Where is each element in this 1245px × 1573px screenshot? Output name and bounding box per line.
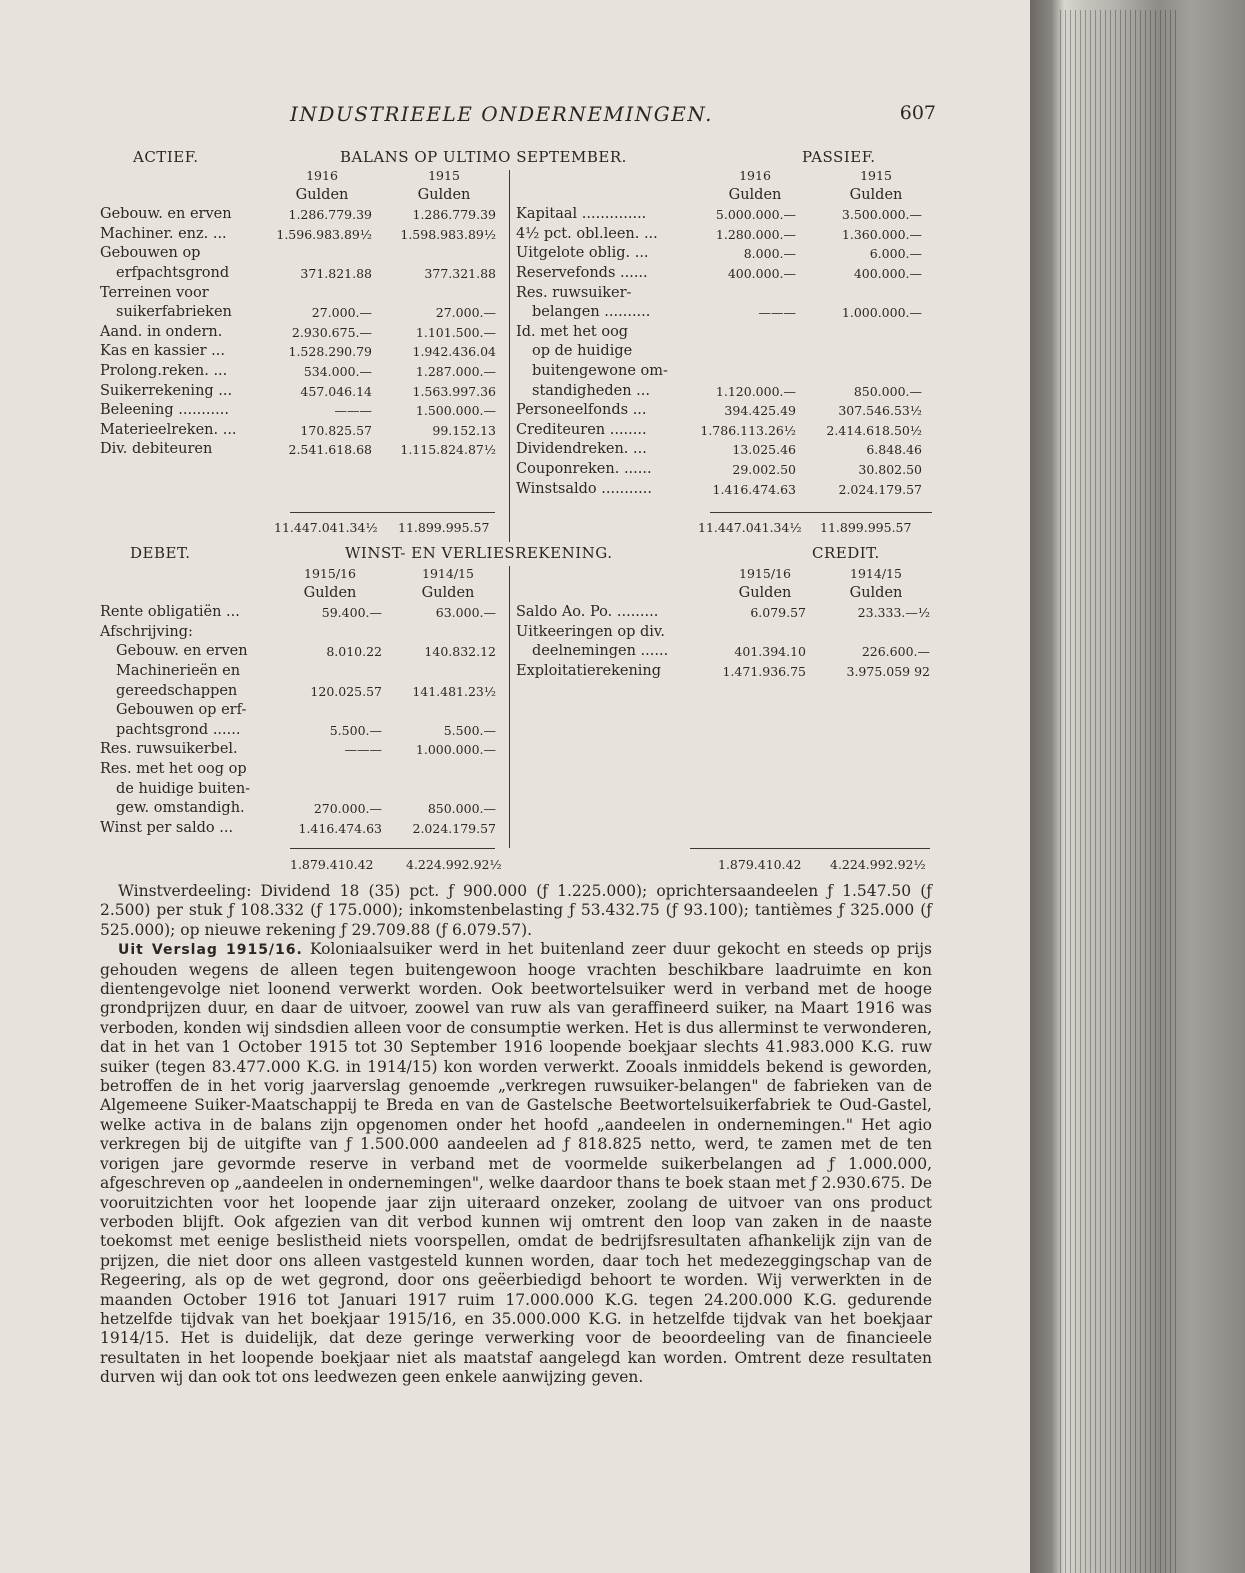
- page-edges: [1060, 10, 1180, 1573]
- balance-left-row-label: Beleening ...........: [100, 402, 229, 419]
- balance-right-row-value-a: 8.000.—: [743, 246, 796, 262]
- pl-left-row-label: gew. omstandigh.: [116, 800, 245, 817]
- pl-left-row-value-b: 140.832.12: [424, 644, 496, 660]
- pl-unit-a-left: Gulden: [303, 584, 357, 601]
- balance-left-row-value-a: 534.000.—: [303, 364, 372, 379]
- balance-total-right-a: 11.447.041.34½: [698, 520, 802, 535]
- balance-right-row-label: Couponreken. ......: [516, 461, 652, 477]
- balance-left-row-label: Gebouwen op: [100, 245, 201, 262]
- pl-left-row-label: gereedschappen: [116, 682, 238, 699]
- balance-left-row-value-b: 1.287.000.—: [415, 364, 496, 379]
- balance-left-row-label: Kas en kassier ...: [100, 343, 225, 360]
- body-text: [100, 882, 932, 1388]
- balance-total-right-b: 11.899.995.57: [820, 520, 912, 535]
- balance-right-row-value-a: 400.000.—: [727, 266, 796, 281]
- balance-left-row-value-a: 1.286.779.39: [288, 207, 372, 223]
- balance-right-row-value-a: 1.416.474.63: [712, 481, 796, 497]
- balance-right-row-value-a: 1.280.000.—: [715, 226, 796, 242]
- balance-right-row-label: belangen ..........: [532, 304, 651, 321]
- balance-left-row-label: Gebouw. en erven: [100, 206, 232, 223]
- pl-left-row-label: Rente obligatiën ...: [100, 604, 240, 621]
- balance-right-row-value-a: ———: [758, 305, 796, 321]
- pl-right-row-label: deelnemingen ......: [532, 643, 669, 660]
- pl-right-row-value-b: 23.333.—½: [857, 605, 930, 621]
- balance-unit-a-left: Gulden: [295, 186, 349, 203]
- balance-right-row-value-b: 307.546.53½: [838, 403, 922, 419]
- winstverdeeling-paragraph: Winstverdeeling: Dividend 18 (35) pct. ƒ 900.000 (ƒ 1.225.000); oprichtersaandeelen ƒ 1.547.50 (ƒ 2.500) per stuk ƒ 108.332 (ƒ 175.000); inkomstenbelasting ƒ 53.432.75 (ƒ 93.100); tantièmes ƒ 325.000 (ƒ 525.000); op nieuwe rekening ƒ 29.709.88 (ƒ 6.079.57).: [100, 882, 932, 939]
- pl-left-row-value-b: 63.000.—: [435, 605, 496, 621]
- pl-right-row-value-a: 401.394.10: [734, 644, 806, 660]
- pl-left-row-label: Res. met het oog op: [100, 761, 247, 777]
- balance-right-row-value-a: 5.000.000.—: [715, 207, 796, 223]
- balance-left-row-value-a: 170.825.57: [300, 422, 372, 438]
- pl-left-row-label: Res. ruwsuikerbel.: [100, 741, 238, 758]
- pl-unit-b-left: Gulden: [421, 584, 475, 601]
- pl-right-row-value-a: 1.471.936.75: [722, 664, 806, 679]
- pl-left-row-value-a: 120.025.57: [310, 683, 382, 699]
- debet-label: DEBET.: [130, 544, 191, 562]
- balance-left-row-label: Materieelreken. ...: [100, 421, 237, 438]
- balance-right-row-value-b: 6.000.—: [869, 246, 922, 262]
- balance-left-total-rule: [290, 512, 495, 513]
- balance-divider: [509, 170, 510, 542]
- balance-right-row-value-b: 1.000.000.—: [841, 305, 922, 321]
- balance-right-row-value-b: 850.000.—: [853, 383, 922, 399]
- balance-right-row-label: Kapitaal ..............: [516, 206, 647, 223]
- balance-right-row-label: Reservefonds ......: [516, 265, 648, 281]
- pl-year-a-right: 1915/16: [739, 566, 791, 581]
- pl-total-right-b: 4.224.992.92½: [830, 857, 926, 872]
- balance-unit-a-right: Gulden: [728, 186, 782, 203]
- pl-left-row-value-a: 5.500.—: [329, 722, 382, 738]
- pl-total-left-b: 4.224.992.92½: [406, 857, 502, 872]
- balance-right-total-rule: [710, 512, 932, 513]
- balance-title: BALANS OP ULTIMO SEPTEMBER.: [340, 148, 627, 166]
- credit-label: CREDIT.: [812, 544, 880, 562]
- balance-left-row-value-a: 371.821.88: [300, 266, 372, 281]
- pl-left-row-label: Afschrijving:: [100, 623, 193, 640]
- balance-unit-b-left: Gulden: [417, 186, 471, 203]
- balance-left-row-label: Terreinen voor: [100, 284, 209, 301]
- pl-total-right-a: 1.879.410.42: [718, 857, 802, 872]
- balance-right-row-label: Dividendreken. ...: [516, 441, 647, 458]
- pl-right-row-value-b: 226.600.—: [861, 644, 930, 660]
- pl-left-row-value-b: 850.000.—: [427, 801, 496, 817]
- balance-right-row-value-b: 30.802.50: [858, 462, 922, 477]
- balance-right-row-value-a: 13.025.46: [732, 442, 796, 458]
- balance-right-row-label: 4½ pct. obl.leen. ...: [516, 225, 658, 242]
- balance-left-row-value-b: 27.000.—: [435, 305, 496, 321]
- balance-left-row-value-a: 1.596.983.89½: [276, 226, 372, 242]
- pl-left-row-value-a: 1.416.474.63: [298, 820, 382, 836]
- balance-right-row-label: op de huidige: [532, 343, 633, 360]
- balance-left-row-value-b: 1.101.500.—: [415, 324, 496, 340]
- balance-left-row-label: Suikerrekening ...: [100, 382, 233, 399]
- balance-total-left-a: 11.447.041.34½: [274, 520, 378, 535]
- running-title: INDUSTRIEELE ONDERNEMINGEN.: [290, 102, 713, 126]
- balance-right-row-value-a: 29.002.50: [732, 462, 796, 477]
- profit-loss-title: WINST- EN VERLIESREKENING.: [345, 544, 613, 562]
- pl-left-row-label: pachtsgrond ......: [116, 721, 241, 738]
- balance-right-row-label: Winstsaldo ...........: [516, 480, 652, 497]
- balance-left-row-value-b: 99.152.13: [432, 422, 496, 438]
- balance-right-row-value-b: 2.024.179.57: [838, 481, 922, 497]
- balance-year-a-right: 1916: [739, 168, 771, 183]
- balance-left-row-value-a: 1.528.290.79: [288, 344, 372, 360]
- balance-right-row-label: buitengewone om-: [532, 363, 668, 379]
- pl-right-row-label: Exploitatierekening: [516, 663, 662, 679]
- pl-right-row-label: Uitkeeringen op div.: [516, 623, 665, 640]
- balance-right-row-label: standigheden ...: [532, 382, 651, 399]
- pl-left-row-value-b: 1.000.000.—: [415, 742, 496, 758]
- balance-left-row-label: Machiner. enz. ...: [100, 225, 227, 242]
- balance-left-row-value-b: 1.500.000.—: [415, 403, 496, 419]
- pl-left-row-value-a: 59.400.—: [321, 605, 382, 621]
- pl-left-row-value-a: ———: [344, 742, 382, 758]
- balance-left-row-label: Aand. in ondern.: [100, 323, 223, 340]
- verslag-paragraph: [100, 940, 932, 1387]
- pl-right-row-value-a: 6.079.57: [750, 605, 806, 621]
- pl-left-total-rule: [290, 848, 495, 849]
- balance-right-row-label: Personeelfonds ...: [516, 402, 647, 419]
- balance-right-row-value-a: 1.786.113.26½: [700, 422, 796, 438]
- balance-right-row-label: Crediteuren ........: [516, 421, 647, 438]
- balance-right-row-label: Id. met het oog: [516, 323, 629, 340]
- balance-right-row-value-b: 1.360.000.—: [841, 226, 922, 242]
- balance-right-row-value-b: 400.000.—: [853, 266, 922, 281]
- pl-left-row-label: Gebouw. en erven: [116, 643, 248, 660]
- balance-left-row-label: suikerfabrieken: [116, 304, 232, 321]
- pl-left-row-value-b: 5.500.—: [443, 722, 496, 738]
- balance-right-row-value-b: 2.414.618.50½: [826, 422, 922, 438]
- balance-left-row-value-a: 2.930.675.—: [291, 324, 372, 340]
- verslag-body: Koloniaalsuiker werd in het buitenland zeer duur gekocht en steeds op prijs gehouden wegens de alleen tegen buitengewoon hooge vrachten beschikbare laadruimte en kon dientengevolge niet loonend verwerkt worden. Ook beetwortelsuiker werd in verband met de hooge grondprijzen duur, en daar de uitvoer, zoowel van ruw als van geraffineerd suiker, na Maart 1916 was verboden, konden wij sindsdien alleen voor de consumptie werken. Het is dus allerminst te verwonderen, dat in het van 1 October 1915 tot 30 September 1916 loopende boekjaar slechts 41.983.000 K.G. ruw suiker (tegen 83.477.000 K.G. in 1914/15) kon worden verwerkt. Zooals inmiddels bekend is geworden, betroffen de in het vorig jaarverslag genoemde „verkregen ruwsuiker-belangen" de fabrieken van de Algemeene Suiker-Maatschappij te Breda en van de Gastelsche Beetwortelsuikerfabriek te Oud-Gastel, welke activa in de balans zijn opgenomen onder het hoofd „aandeelen in ondernemingen." Het agio verkregen bij de uitgifte van ƒ 1.500.000 aandeelen ad ƒ 818.825 netto, werd, te zamen met de ten vorigen jare gevormde reserve in verband met de voormelde suikerbelangen ad ƒ 1.000.000, afgeschreven op „aandeelen in ondernemingen", welke daardoor thans te boek staan met ƒ 2.930.675. De vooruitzichten voor het loopende jaar zijn uiteraard onzeker, zoolang de uitvoer van ons product verboden blijft. Ook afgezien van dit verbod kunnen wij omtrent den loop van zaken in de naaste toekomst met eenige beslistheid niets voorspellen, omdat de bedrijfsresultaten afhankelijk zijn van de prijzen, die niet door ons alleen vastgesteld kunnen worden, daar toch het medezeggingschap van de Regeering, als op de wet gegrond, door ons geëerbiedigd behoort te worden. Wij verwerkten in de maanden October 1916 tot Januari 1917 ruim 17.000.000 K.G. tegen 24.200.000 K.G. gedurende hetzelfde tijdvak van het boekjaar 1915/16, en 35.000.000 K.G. in hetzelfde tijdvak van het boekjaar 1914/15. Het is duidelijk, dat deze geringe verwerking voor de beoordeeling van de financieele resultaten in het loopende boekjaar niet als maatstaf aangelegd kan worden. Omtrent deze resultaten durven wij dan ook tot ons leedwezen geen enkele aanwijzing geven.: [100, 940, 933, 1387]
- balance-right-row-value-b: 6.848.46: [866, 442, 922, 458]
- balance-total-left-b: 11.899.995.57: [398, 520, 490, 535]
- pl-right-row-label: Saldo Ao. Po. .........: [516, 604, 659, 621]
- passief-label: PASSIEF.: [802, 148, 876, 166]
- pl-unit-a-right: Gulden: [738, 584, 792, 601]
- pl-right-total-rule: [690, 848, 930, 849]
- pl-left-row-label: Winst per saldo ...: [100, 819, 234, 836]
- balance-right-row-label: Res. ruwsuiker-: [516, 284, 632, 301]
- pl-left-row-label: de huidige buiten-: [116, 780, 251, 797]
- balance-left-row-label: Div. debiteuren: [100, 441, 213, 458]
- balance-year-a-left: 1916: [306, 168, 338, 183]
- balance-year-b-right: 1915: [860, 168, 892, 183]
- balance-unit-b-right: Gulden: [849, 186, 903, 203]
- pl-left-row-value-a: 8.010.22: [326, 644, 382, 660]
- balance-right-row-value-b: 3.500.000.—: [841, 207, 922, 223]
- pl-left-row-label: Gebouwen op erf-: [116, 702, 247, 719]
- balance-left-row-value-b: 377.321.88: [424, 266, 496, 281]
- pl-year-a-left: 1915/16: [304, 566, 356, 581]
- pl-year-b-right: 1914/15: [850, 566, 902, 581]
- pl-left-row-value-b: 2.024.179.57: [412, 820, 496, 836]
- page-header: [290, 102, 936, 130]
- balance-left-row-value-a: 27.000.—: [311, 305, 372, 321]
- balance-right-row-value-a: 394.425.49: [724, 403, 796, 419]
- verslag-heading: Uit Verslag 1915/16.: [118, 942, 303, 959]
- pl-left-row-value-b: 141.481.23½: [412, 683, 496, 699]
- profit-loss-divider: [509, 566, 510, 848]
- balance-left-row-label: Prolong.reken. ...: [100, 363, 228, 379]
- pl-year-b-left: 1914/15: [422, 566, 474, 581]
- balance-right-row-value-a: 1.120.000.—: [715, 383, 796, 399]
- page-number: 607: [899, 102, 936, 124]
- balance-right-row-label: Uitgelote oblig. ...: [516, 245, 649, 262]
- pl-left-row-value-a: 270.000.—: [313, 801, 382, 817]
- balance-year-b-left: 1915: [428, 168, 460, 183]
- balance-left-row-value-a: 2.541.618.68: [288, 442, 372, 458]
- balance-left-row-label: erfpachtsgrond: [116, 265, 230, 281]
- pl-total-left-a: 1.879.410.42: [290, 857, 374, 872]
- balance-left-row-value-b: 1.942.436.04: [412, 344, 496, 360]
- balance-left-row-value-a: 457.046.14: [300, 383, 372, 399]
- pl-left-row-label: Machinerieën en: [116, 663, 241, 679]
- balance-left-row-value-b: 1.598.983.89½: [400, 226, 496, 242]
- balance-left-row-value-a: ———: [334, 403, 372, 419]
- balance-left-row-value-b: 1.563.997.36: [412, 383, 496, 399]
- pl-right-row-value-b: 3.975.059 92: [846, 664, 930, 679]
- actief-label: ACTIEF.: [133, 148, 199, 166]
- balance-left-row-value-b: 1.286.779.39: [412, 207, 496, 223]
- pl-unit-b-right: Gulden: [849, 584, 903, 601]
- balance-left-row-value-b: 1.115.824.87½: [400, 442, 496, 458]
